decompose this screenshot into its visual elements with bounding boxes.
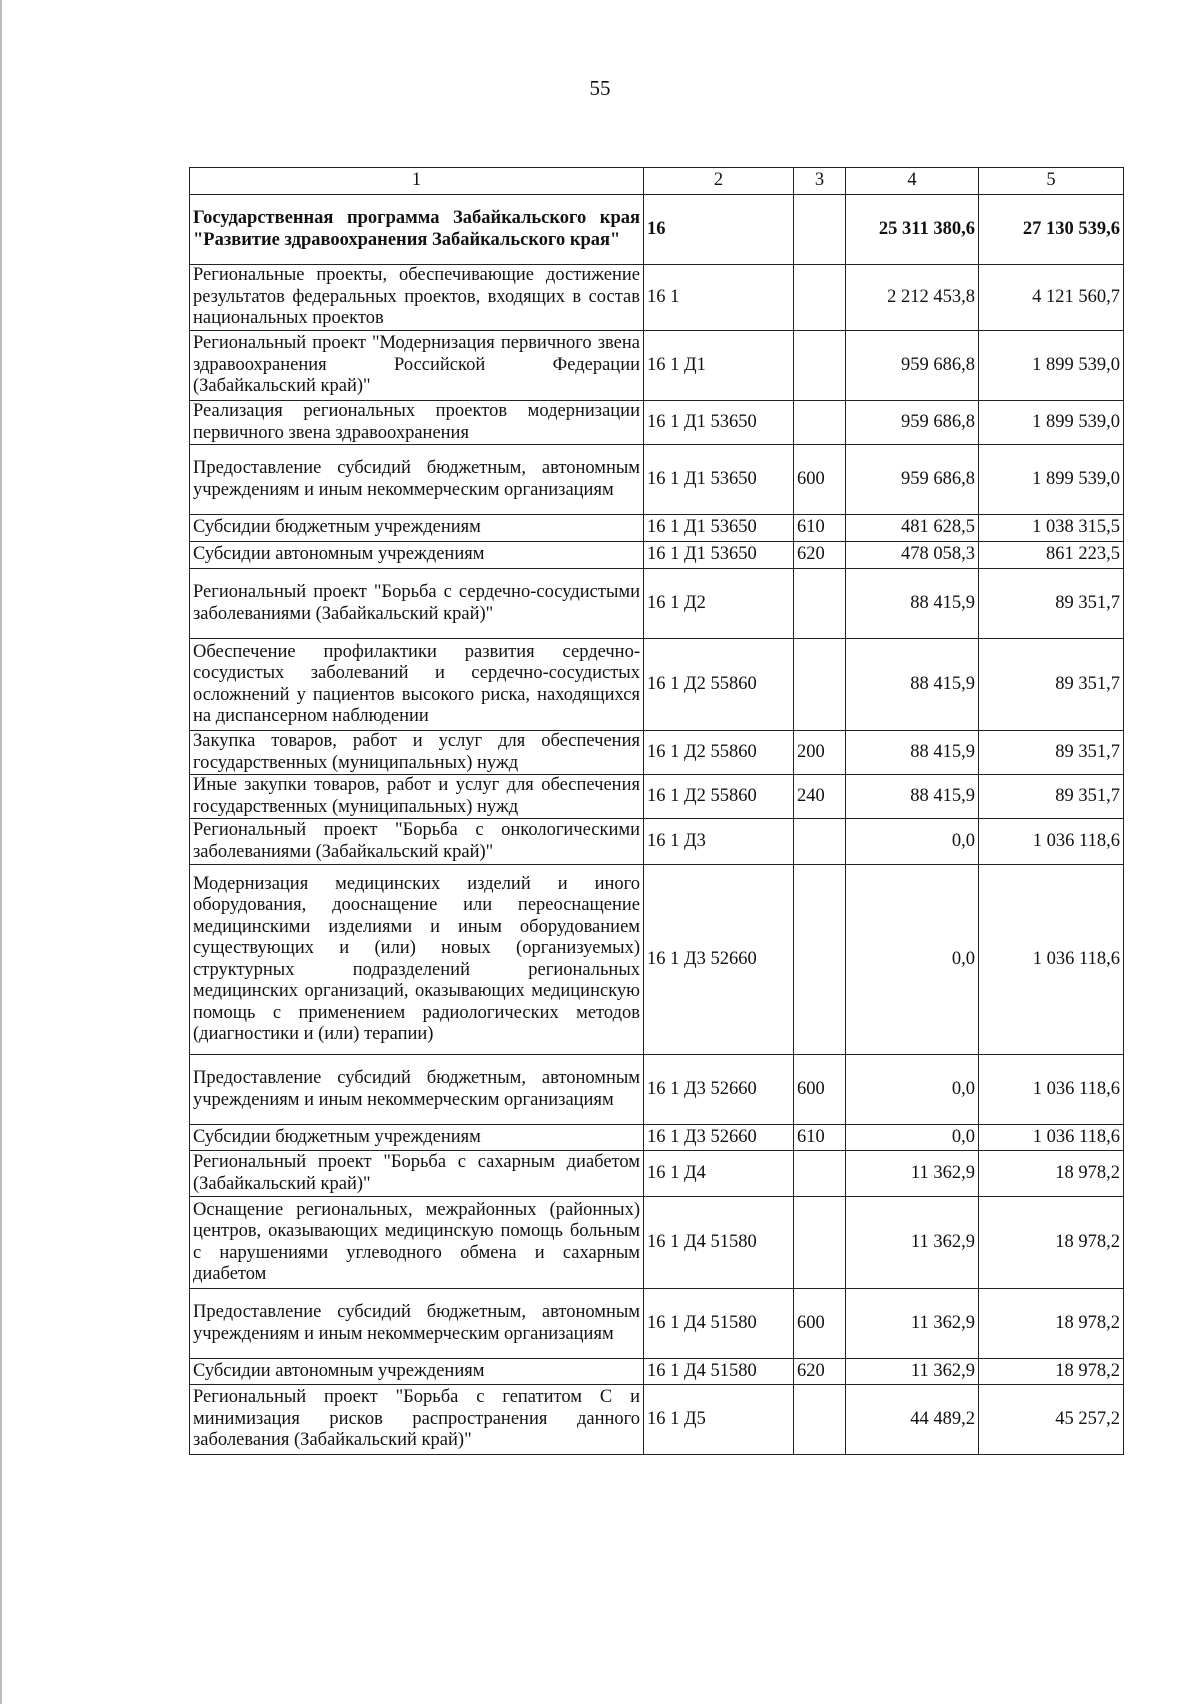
row-value-col5-cell: 1 899 539,0 — [979, 445, 1124, 515]
budget-table — [189, 167, 1124, 1455]
row-name-cell: Региональный проект "Борьба с сердечно-сосудистыми заболеваниями (Забайкальский край)" — [190, 569, 644, 639]
row-name-cell: Предоставление субсидий бюджетным, автономным учреждениям и иным некоммерческим организациям — [190, 445, 644, 515]
row-name-cell: Субсидии бюджетным учреждениям — [190, 515, 644, 542]
row-value-col4-cell: 88 415,9 — [846, 639, 979, 731]
table-row — [190, 1151, 1124, 1197]
page-number: 55 — [589, 76, 611, 100]
table-row — [190, 1359, 1124, 1385]
row-value-col5-cell: 1 036 118,6 — [979, 1055, 1124, 1125]
row-value-col5-cell: 1 036 118,6 — [979, 865, 1124, 1055]
row-value-col5-cell: 89 351,7 — [979, 639, 1124, 731]
row-name-cell: Субсидии автономным учреждениям — [190, 542, 644, 569]
row-value-col5-cell: 1 038 315,5 — [979, 515, 1124, 542]
row-expense-type-cell: 240 — [794, 775, 846, 819]
row-expense-type-cell — [794, 865, 846, 1055]
row-code-cell: 16 1 Д2 — [644, 569, 794, 639]
row-value-col5-cell: 1 036 118,6 — [979, 1125, 1124, 1151]
row-expense-type-cell — [794, 569, 846, 639]
row-value-col4-cell: 2 212 453,8 — [846, 265, 979, 331]
row-value-col4-cell: 88 415,9 — [846, 775, 979, 819]
row-expense-type-cell — [794, 1197, 846, 1289]
row-value-col4-cell: 0,0 — [846, 865, 979, 1055]
row-value-col5-cell: 861 223,5 — [979, 542, 1124, 569]
row-value-col5-cell: 18 978,2 — [979, 1197, 1124, 1289]
table-header-row — [190, 168, 1124, 195]
row-expense-type-cell: 600 — [794, 1289, 846, 1359]
table-row — [190, 1125, 1124, 1151]
row-name-cell: Предоставление субсидий бюджетным, автономным учреждениям и иным некоммерческим организациям — [190, 1289, 644, 1359]
row-value-col5-cell: 89 351,7 — [979, 731, 1124, 775]
row-expense-type-cell — [794, 819, 846, 865]
row-name-cell: Региональные проекты, обеспечивающие достижение результатов федеральных проектов, входящих в состав национальных проектов — [190, 265, 644, 331]
table-row — [190, 195, 1124, 265]
table-row — [190, 819, 1124, 865]
row-value-col4-cell: 88 415,9 — [846, 731, 979, 775]
table-row — [190, 1385, 1124, 1455]
row-code-cell: 16 1 Д5 — [644, 1385, 794, 1455]
row-value-col5-cell: 18 978,2 — [979, 1289, 1124, 1359]
column-header: 5 — [979, 168, 1124, 195]
row-value-col4-cell: 0,0 — [846, 1125, 979, 1151]
table-row — [190, 865, 1124, 1055]
row-name-cell: Закупка товаров, работ и услуг для обеспечения государственных (муниципальных) нужд — [190, 731, 644, 775]
table-row — [190, 515, 1124, 542]
row-value-col4-cell: 959 686,8 — [846, 401, 979, 445]
row-code-cell: 16 1 Д3 52660 — [644, 1125, 794, 1151]
row-value-col4-cell: 25 311 380,6 — [846, 195, 979, 265]
row-value-col4-cell: 959 686,8 — [846, 445, 979, 515]
row-code-cell: 16 1 Д3 — [644, 819, 794, 865]
row-value-col4-cell: 11 362,9 — [846, 1197, 979, 1289]
row-code-cell: 16 — [644, 195, 794, 265]
row-code-cell: 16 1 Д1 53650 — [644, 515, 794, 542]
row-name-cell: Модернизация медицинских изделий и иного оборудования, дооснащение или переоснащение медицинскими изделиями и иным оборудованием существующих и (или) новых (организуемых) структурных подразделений региональных медицинских организаций, оказывающих медицинскую помощь с применением радиологических методов (диагностики и (или) терапии) — [190, 865, 644, 1055]
row-expense-type-cell: 620 — [794, 542, 846, 569]
row-value-col4-cell: 11 362,9 — [846, 1151, 979, 1197]
row-expense-type-cell — [794, 1385, 846, 1455]
row-expense-type-cell: 200 — [794, 731, 846, 775]
row-code-cell: 16 1 Д1 53650 — [644, 401, 794, 445]
table-row — [190, 401, 1124, 445]
row-name-cell: Оснащение региональных, межрайонных (районных) центров, оказывающих медицинскую помощь больным с нарушениями углеводного обмена и сахарным диабетом — [190, 1197, 644, 1289]
row-value-col4-cell: 44 489,2 — [846, 1385, 979, 1455]
row-value-col5-cell: 89 351,7 — [979, 775, 1124, 819]
row-value-col5-cell: 18 978,2 — [979, 1151, 1124, 1197]
row-value-col4-cell: 11 362,9 — [846, 1289, 979, 1359]
table-row — [190, 639, 1124, 731]
row-code-cell: 16 1 Д2 55860 — [644, 639, 794, 731]
table-row — [190, 265, 1124, 331]
table-body — [190, 195, 1124, 1455]
row-value-col5-cell: 1 899 539,0 — [979, 331, 1124, 401]
row-expense-type-cell: 600 — [794, 1055, 846, 1125]
row-code-cell: 16 1 Д1 53650 — [644, 542, 794, 569]
table-row — [190, 1055, 1124, 1125]
row-value-col5-cell: 45 257,2 — [979, 1385, 1124, 1455]
row-expense-type-cell — [794, 195, 846, 265]
row-expense-type-cell — [794, 639, 846, 731]
row-code-cell: 16 1 Д3 52660 — [644, 865, 794, 1055]
column-header: 2 — [644, 168, 794, 195]
row-value-col4-cell: 481 628,5 — [846, 515, 979, 542]
row-code-cell: 16 1 Д4 51580 — [644, 1289, 794, 1359]
row-code-cell: 16 1 Д3 52660 — [644, 1055, 794, 1125]
row-code-cell: 16 1 Д2 55860 — [644, 731, 794, 775]
row-value-col5-cell: 18 978,2 — [979, 1359, 1124, 1385]
table-row — [190, 331, 1124, 401]
row-expense-type-cell: 600 — [794, 445, 846, 515]
row-expense-type-cell: 610 — [794, 515, 846, 542]
row-code-cell: 16 1 Д1 53650 — [644, 445, 794, 515]
row-name-cell: Реализация региональных проектов модернизации первичного звена здравоохранения — [190, 401, 644, 445]
row-value-col5-cell: 1 899 539,0 — [979, 401, 1124, 445]
row-name-cell: Иные закупки товаров, работ и услуг для обеспечения государственных (муниципальных) нужд — [190, 775, 644, 819]
row-value-col5-cell: 27 130 539,6 — [979, 195, 1124, 265]
row-name-cell: Региональный проект "Борьба с гепатитом С и минимизация рисков распространения данного заболевания (Забайкальский край)" — [190, 1385, 644, 1455]
table-row — [190, 1289, 1124, 1359]
row-code-cell: 16 1 — [644, 265, 794, 331]
row-name-cell: Региональный проект "Борьба с сахарным диабетом (Забайкальский край)" — [190, 1151, 644, 1197]
row-name-cell: Субсидии автономным учреждениям — [190, 1359, 644, 1385]
row-expense-type-cell — [794, 331, 846, 401]
scan-edge-line — [0, 0, 2, 1704]
table-row — [190, 445, 1124, 515]
row-value-col4-cell: 959 686,8 — [846, 331, 979, 401]
row-value-col4-cell: 11 362,9 — [846, 1359, 979, 1385]
column-header: 4 — [846, 168, 979, 195]
row-name-cell: Субсидии бюджетным учреждениям — [190, 1125, 644, 1151]
table-row — [190, 569, 1124, 639]
row-value-col4-cell: 0,0 — [846, 819, 979, 865]
row-value-col4-cell: 88 415,9 — [846, 569, 979, 639]
row-name-cell: Региональный проект "Модернизация первичного звена здравоохранения Российской Федерации (Забайкальский край)" — [190, 331, 644, 401]
row-expense-type-cell: 620 — [794, 1359, 846, 1385]
table-row — [190, 775, 1124, 819]
row-code-cell: 16 1 Д1 — [644, 331, 794, 401]
row-code-cell: 16 1 Д2 55860 — [644, 775, 794, 819]
row-value-col5-cell: 89 351,7 — [979, 569, 1124, 639]
row-expense-type-cell — [794, 1151, 846, 1197]
column-header: 3 — [794, 168, 846, 195]
row-value-col5-cell: 1 036 118,6 — [979, 819, 1124, 865]
table-row — [190, 1197, 1124, 1289]
row-expense-type-cell: 610 — [794, 1125, 846, 1151]
table-row — [190, 731, 1124, 775]
row-name-cell: Государственная программа Забайкальского края "Развитие здравоохранения Забайкальского края" — [190, 195, 644, 265]
row-value-col4-cell: 478 058,3 — [846, 542, 979, 569]
row-value-col4-cell: 0,0 — [846, 1055, 979, 1125]
row-expense-type-cell — [794, 401, 846, 445]
row-name-cell: Региональный проект "Борьба с онкологическими заболеваниями (Забайкальский край)" — [190, 819, 644, 865]
row-code-cell: 16 1 Д4 51580 — [644, 1197, 794, 1289]
column-header: 1 — [190, 168, 644, 195]
table-row — [190, 542, 1124, 569]
row-name-cell: Обеспечение профилактики развития сердечно-сосудистых заболеваний и сердечно-сосудистых осложнений у пациентов высокого риска, находящихся на диспансерном наблюдении — [190, 639, 644, 731]
row-expense-type-cell — [794, 265, 846, 331]
row-code-cell: 16 1 Д4 51580 — [644, 1359, 794, 1385]
row-code-cell: 16 1 Д4 — [644, 1151, 794, 1197]
row-name-cell: Предоставление субсидий бюджетным, автономным учреждениям и иным некоммерческим организациям — [190, 1055, 644, 1125]
row-value-col5-cell: 4 121 560,7 — [979, 265, 1124, 331]
